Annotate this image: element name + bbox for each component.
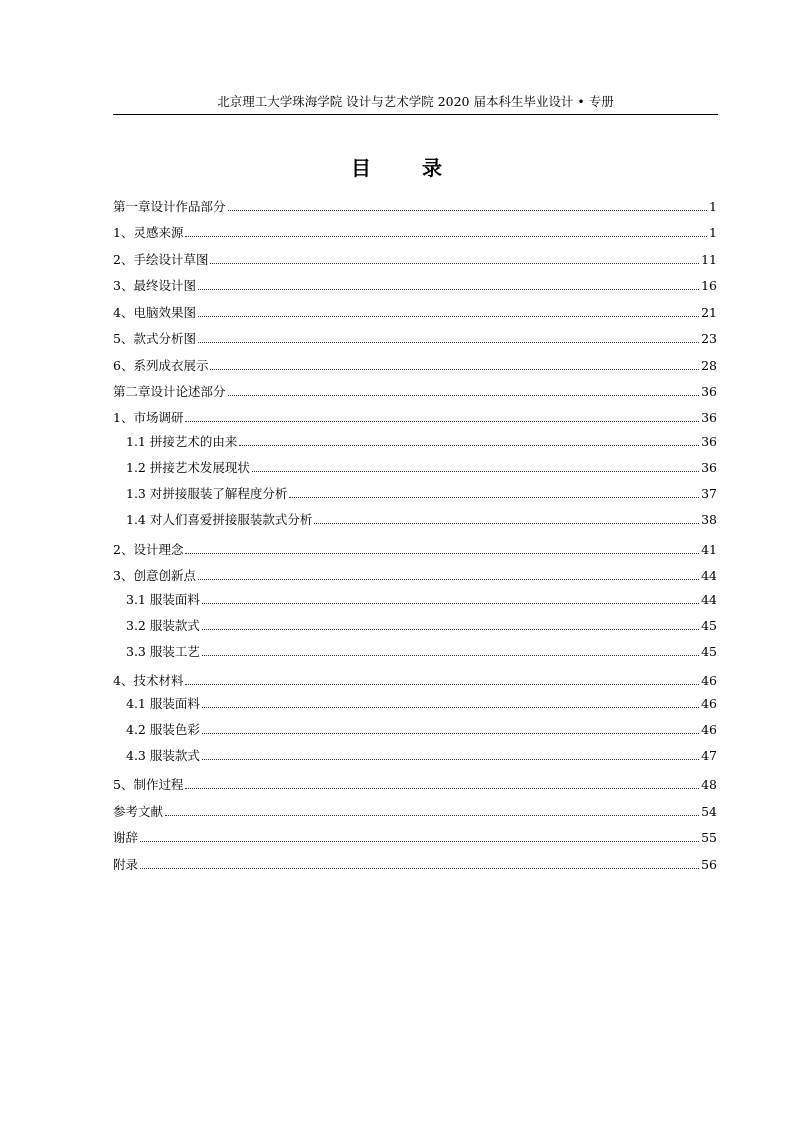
toc-entry-label: 1.2 拼接艺术发展现状 (126, 460, 250, 475)
toc-entry-page: 44 (701, 592, 717, 607)
toc-entry-page: 55 (701, 830, 717, 845)
toc-dot-leader (314, 523, 699, 524)
toc-entry-page: 36 (701, 410, 717, 425)
toc-entry-label: 4.3 服装款式 (126, 748, 200, 763)
toc-entry[interactable] (113, 303, 717, 321)
toc-entry-page: 23 (701, 331, 717, 346)
toc-entry-page: 56 (701, 857, 717, 872)
toc-entry-label: 3、创意创新点 (113, 568, 196, 583)
toc-entry-page: 45 (701, 618, 717, 633)
toc-entry-page: 54 (701, 804, 717, 819)
toc-entry[interactable] (113, 356, 717, 374)
toc-entry-label: 3.1 服装面料 (126, 592, 200, 607)
toc-entry[interactable] (113, 775, 717, 793)
toc-entry-label: 4、电脑效果图 (113, 305, 196, 320)
toc-dot-leader (198, 342, 699, 343)
toc-entry[interactable] (113, 828, 717, 846)
toc-subentry[interactable] (126, 720, 717, 738)
toc-dot-leader (185, 684, 699, 685)
running-header-text: 北京理工大学珠海学院 设计与艺术学院 2020 届本科生毕业设计 • 专册 (217, 94, 614, 109)
toc-subentry[interactable] (126, 510, 717, 528)
toc-entry-chapter-2[interactable] (113, 382, 717, 400)
toc-dot-leader (202, 655, 699, 656)
toc-entry-label: 第一章设计作品部分 (113, 199, 226, 214)
toc-entry-label: 1、灵感来源 (113, 225, 184, 240)
toc-entry-page: 1 (709, 225, 717, 240)
toc-dot-leader (210, 369, 699, 370)
toc-entry-page: 36 (701, 434, 717, 449)
toc-entry-page: 47 (701, 748, 717, 763)
toc-dot-leader (239, 445, 699, 446)
toc-entry-page: 21 (701, 305, 717, 320)
toc-entry[interactable] (113, 566, 717, 584)
toc-entry[interactable] (113, 671, 717, 689)
toc-dot-leader (228, 210, 708, 211)
toc-entry-page: 41 (701, 542, 717, 557)
toc-subentry[interactable] (126, 616, 717, 634)
toc-dot-leader (198, 316, 699, 317)
toc-dot-leader (289, 497, 699, 498)
page-title: 目 录 (351, 156, 464, 180)
toc-entry-label: 4.2 服装色彩 (126, 722, 200, 737)
toc-dot-leader (202, 733, 699, 734)
toc-dot-leader (252, 471, 699, 472)
toc-dot-leader (140, 868, 699, 869)
toc-entry-label: 1.3 对拼接服装了解程度分析 (126, 486, 288, 501)
toc-entry-page: 16 (701, 278, 717, 293)
toc-entry[interactable] (113, 276, 717, 294)
toc-entry-label: 3.3 服装工艺 (126, 644, 200, 659)
toc-entry-label: 1、市场调研 (113, 410, 184, 425)
toc-dot-leader (140, 841, 699, 842)
toc-entry-page: 36 (701, 384, 717, 399)
toc-dot-leader (202, 759, 699, 760)
toc-entry[interactable] (113, 329, 717, 347)
toc-subentry[interactable] (126, 590, 717, 608)
toc-entry-label: 4、技术材料 (113, 673, 184, 688)
toc-entry-label: 2、设计理念 (113, 542, 184, 557)
toc-subentry[interactable] (126, 484, 717, 502)
toc-subentry[interactable] (126, 746, 717, 764)
toc-dot-leader (165, 815, 699, 816)
toc-dot-leader (202, 707, 699, 708)
toc-dot-leader (202, 629, 699, 630)
toc-entry-label: 5、款式分析图 (113, 331, 196, 346)
toc-dot-leader (185, 421, 699, 422)
toc-entry-page: 38 (701, 512, 717, 527)
toc-entry-page: 37 (701, 486, 717, 501)
toc-entry-label: 5、制作过程 (113, 777, 184, 792)
toc-entry[interactable] (113, 408, 717, 426)
toc-entry-label: 2、手绘设计草图 (113, 252, 209, 267)
toc-entry-label: 1.4 对人们喜爱拼接服装款式分析 (126, 512, 313, 527)
toc-entry[interactable] (113, 855, 717, 873)
toc-entry-page: 45 (701, 644, 717, 659)
toc-entry-page: 46 (701, 673, 717, 688)
toc-dot-leader (185, 788, 699, 789)
toc-entry-label: 1.1 拼接艺术的由来 (126, 434, 238, 449)
toc-subentry[interactable] (126, 694, 717, 712)
toc-entry-label: 第二章设计论述部分 (113, 384, 226, 399)
toc-entry-page: 48 (701, 777, 717, 792)
toc-dot-leader (228, 395, 700, 396)
toc-entry-label: 参考文献 (113, 804, 164, 819)
toc-subentry[interactable] (126, 458, 717, 476)
toc-entry-label: 3.2 服装款式 (126, 618, 200, 633)
toc-dot-leader (210, 263, 699, 264)
toc-entry[interactable] (113, 540, 717, 558)
toc-entry[interactable] (113, 223, 717, 241)
toc-entry-label: 谢辞 (113, 830, 139, 845)
toc-dot-leader (198, 579, 699, 580)
toc-entry-page: 1 (709, 199, 717, 214)
toc-entry-label: 3、最终设计图 (113, 278, 196, 293)
toc-entry-label: 附录 (113, 857, 139, 872)
toc-dot-leader (185, 236, 707, 237)
toc-subentry[interactable] (126, 642, 717, 660)
toc-entry-page: 46 (701, 722, 717, 737)
toc-entry-page: 28 (701, 358, 717, 373)
toc-entry-label: 4.1 服装面料 (126, 696, 200, 711)
toc-entry-page: 11 (701, 252, 717, 267)
toc-entry[interactable] (113, 250, 717, 268)
toc-entry-chapter-1[interactable] (113, 197, 717, 215)
toc-subentry[interactable] (126, 432, 717, 450)
toc-dot-leader (185, 553, 699, 554)
toc-entry-page: 44 (701, 568, 717, 583)
toc-entry[interactable] (113, 802, 717, 820)
toc-dot-leader (202, 603, 699, 604)
running-header (113, 92, 718, 115)
toc-entry-label: 6、系列成衣展示 (113, 358, 209, 373)
toc-dot-leader (198, 289, 699, 290)
toc-entry-page: 46 (701, 696, 717, 711)
toc-entry-page: 36 (701, 460, 717, 475)
